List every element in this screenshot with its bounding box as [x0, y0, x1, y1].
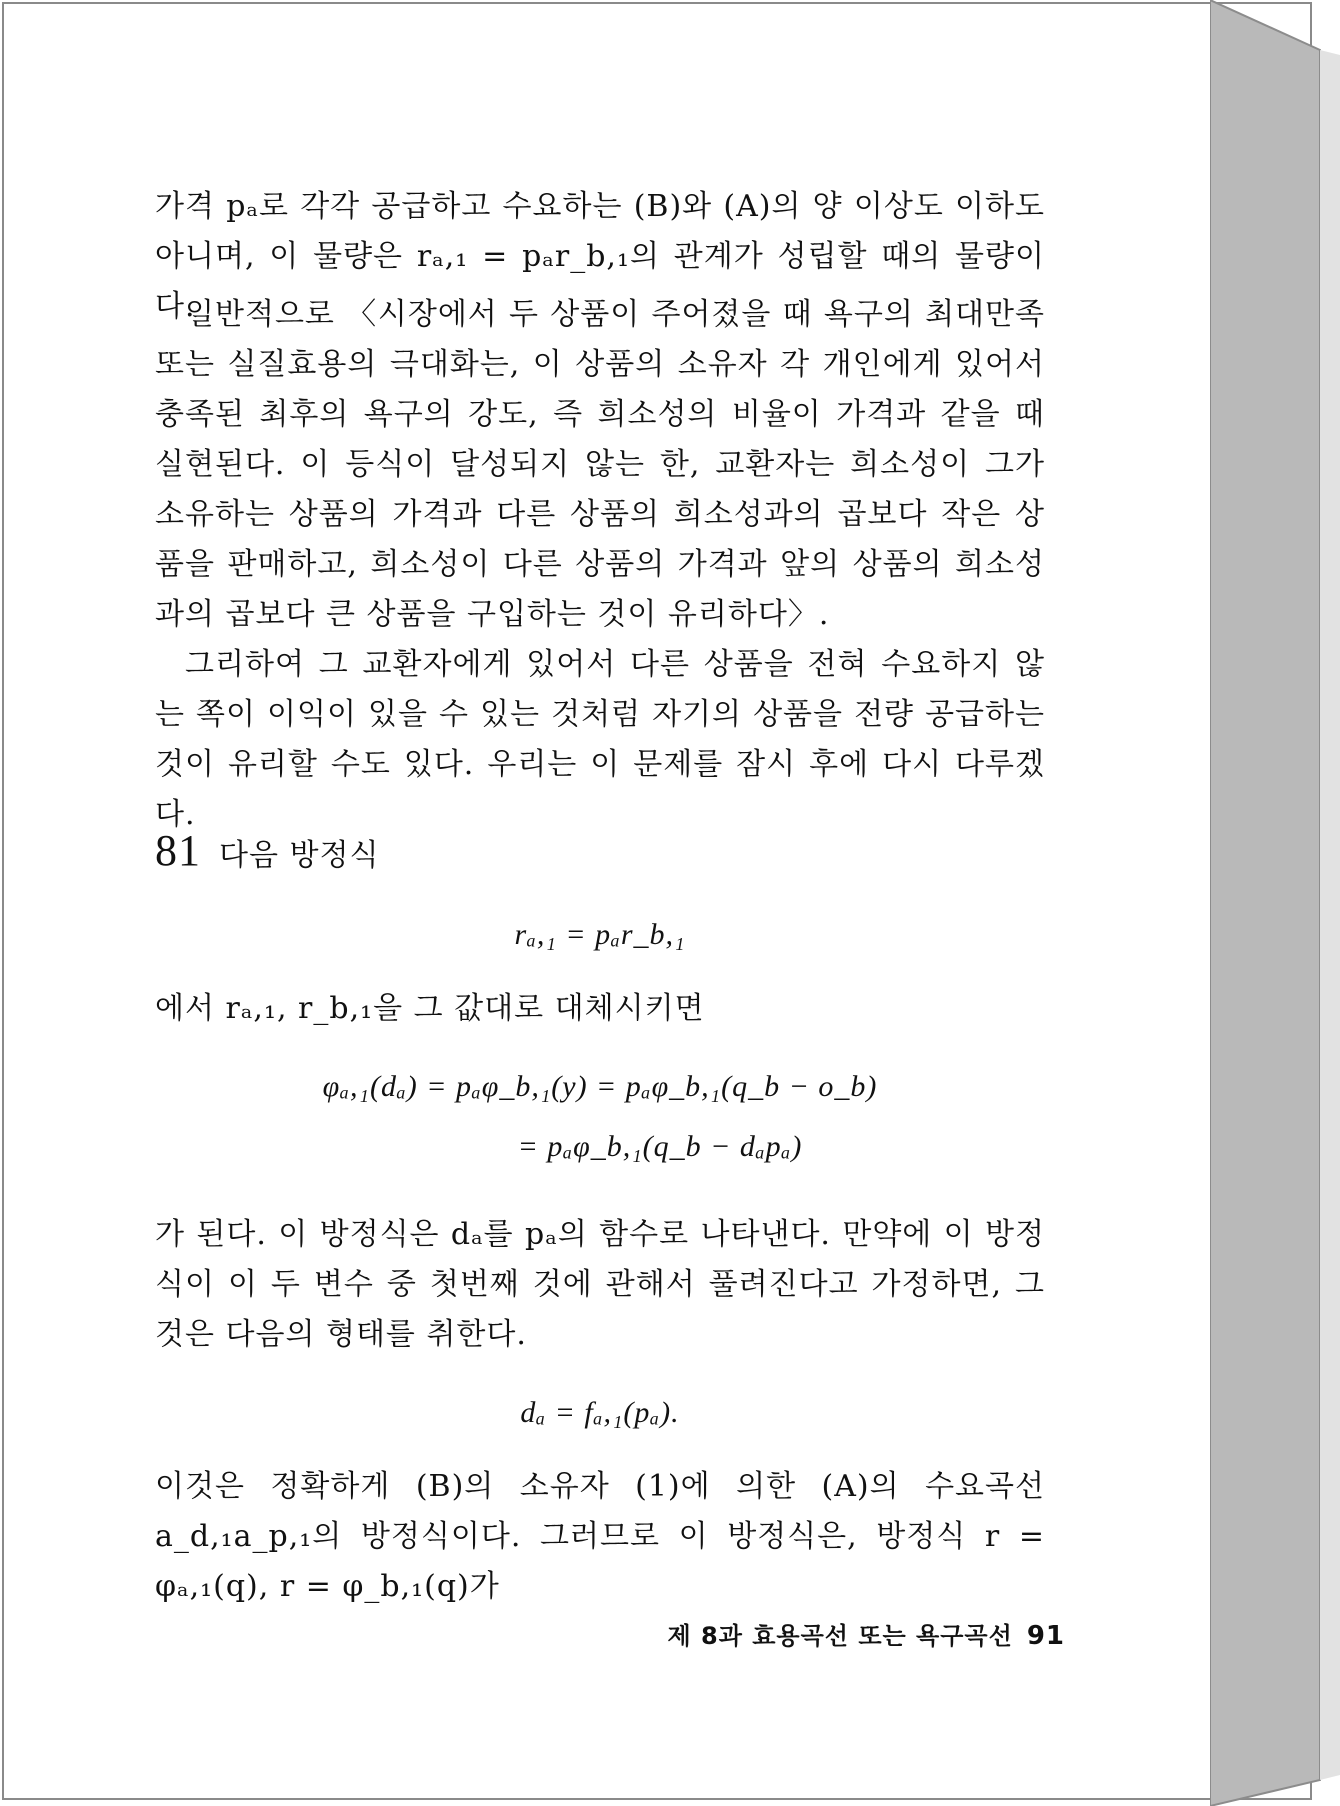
paragraph-1-text: 가격 pₐ로 각각 공급하고 수요하는 (B)와 (A)의 양 이상도 이하도 아니며, 이 물량은 rₐ,₁ = pₐr_b,₁의 관계가 성립할 때의 물량이다.: [155, 189, 1045, 324]
section-heading: [155, 826, 1045, 881]
paragraph-2: [155, 290, 1045, 640]
paragraph-2-text: 일반적으로 〈시장에서 두 상품이 주어졌을 때 욕구의 최대만족 또는 실질효용의 극대화는, 이 상품의 소유자 각 개인에게 있어서 충족된 최후의 욕구의 강도, 즉 희소성의 비율이 가격과 같을 때 실현된다. 이 등식이 달성되지 않는 한, 교환자는 희소성이 그가 소유하는 상품의 가격과 다른 상품의 희소성과의 곱보다 작은 상품을 판매하고, 희소성이 다른 상품의 가격과 앞의 상품의 희소성과의 곱보다 큰 상품을 구입하는 것이 유리하다〉.: [155, 297, 1045, 632]
paragraph-5-text: 가 된다. 이 방정식은 dₐ를 pₐ의 함수로 나타낸다. 만약에 이 방정식이 이 두 변수 중 첫번째 것에 관해서 풀려진다고 가정하면, 그것은 다음의 형태를 취한다.: [155, 1217, 1045, 1352]
equation-2-line-1: φₐ,₁(dₐ) = pₐφ_b,₁(y) = pₐφ_b,₁(q_b − o_b): [322, 1070, 878, 1103]
equation-2: [155, 1062, 1045, 1172]
page-number: 91: [1026, 1621, 1065, 1651]
page-footer: [667, 1616, 1065, 1651]
equation-1: [155, 910, 1045, 960]
paragraph-4: [155, 984, 1045, 1034]
book-spine: [1210, 0, 1340, 1806]
equation-1-text: rₐ,₁ = pₐr_b,₁: [514, 918, 686, 951]
chapter-title: 제 8과 효용곡선 또는 욕구곡선: [667, 1622, 1013, 1650]
section-number: 81: [155, 826, 201, 875]
equation-3: [155, 1388, 1045, 1438]
paragraph-5: [155, 1210, 1045, 1360]
paragraph-3-text: 그리하여 그 교환자에게 있어서 다른 상품을 전혀 수요하지 않는 쪽이 이익이 있을 수 있는 것처럼 자기의 상품을 전량 공급하는 것이 유리할 수도 있다. 우리는 이 문제를 잠시 후에 다시 다루겠다.: [155, 647, 1045, 832]
paragraph-6-text: 이것은 정확하게 (B)의 소유자 (1)에 의한 (A)의 수요곡선 a_d,₁a_p,₁의 방정식이다. 그러므로 이 방정식은, 방정식 r = φₐ,₁(q), r = φ_b,₁(q)가: [155, 1469, 1045, 1604]
section-title: 다음 방정식: [219, 838, 380, 873]
equation-3-text: dₐ = fₐ,₁(pₐ).: [520, 1396, 680, 1429]
paragraph-4-text: 에서 rₐ,₁, r_b,₁을 그 값대로 대체시키면: [155, 991, 705, 1026]
paragraph-6: [155, 1462, 1045, 1612]
paragraph-3: [155, 640, 1045, 840]
equation-2-line-2: = pₐφ_b,₁(q_b − dₐpₐ): [517, 1130, 803, 1163]
